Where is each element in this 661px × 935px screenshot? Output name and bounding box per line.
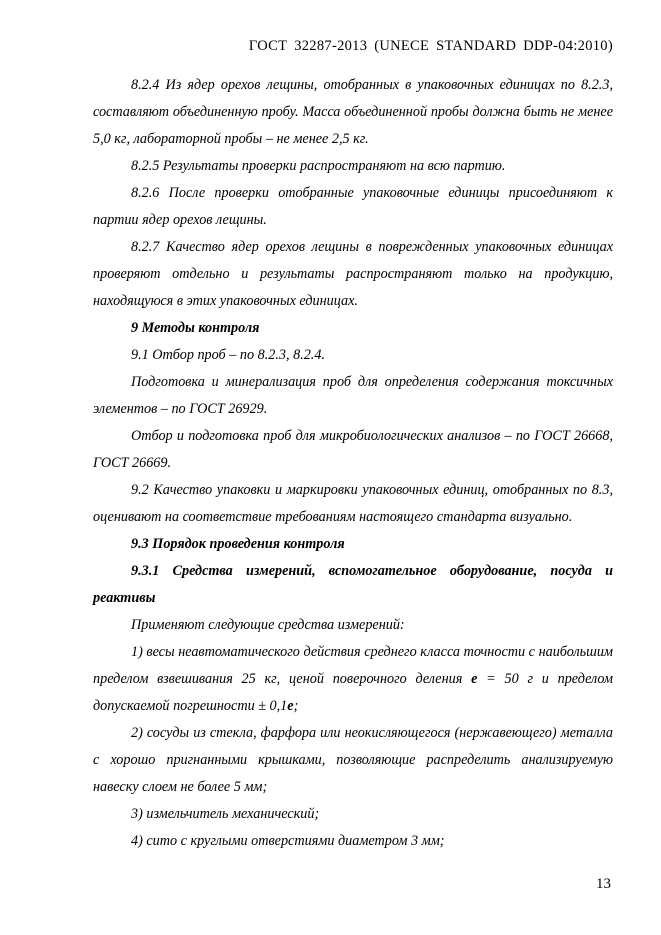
list-item-3: 3) измельчитель механический; bbox=[131, 806, 320, 822]
section-heading-9-3: 9.3 Порядок проведения контроля bbox=[131, 536, 345, 552]
section-heading-9-3-1: 9.3.1 Средства измерений, вспомогательное оборудование, посуда и реактивы bbox=[93, 563, 613, 606]
list-item-1-bold-e: е bbox=[471, 671, 478, 687]
paragraph-apply: Применяют следующие средства измерений: bbox=[131, 617, 405, 633]
list-item-1-text-before: 1) весы неавтоматического действия среднего класса точности с наибольшим пределом взвешивания 25 кг, ценой поверочного деления bbox=[93, 644, 613, 687]
list-item-4: 4) сито с круглыми отверстиями диаметром 3 мм; bbox=[131, 833, 445, 849]
section-heading-9: 9 Методы контроля bbox=[131, 320, 260, 336]
paragraph-8-2-6: 8.2.6 После проверки отобранные упаковочные единицы присоединяют к партии ядер орехов лещины. bbox=[93, 185, 613, 228]
paragraph-8-2-4: 8.2.4 Из ядер орехов лещины, отобранных в упаковочных единицах по 8.2.3, составляют объединенную пробу. Масса объединенной пробы должна быть не менее 5,0 кг, лабораторной пробы – не менее 2,5 кг. bbox=[93, 77, 613, 147]
paragraph-8-2-5: 8.2.5 Результаты проверки распространяют на всю партию. bbox=[131, 158, 506, 174]
list-item-1-text-after: ; bbox=[293, 698, 299, 714]
document-body bbox=[93, 72, 613, 855]
paragraph-toxic-prep: Подготовка и минерализация проб для определения содержания токсичных элементов – по ГОСТ 26929. bbox=[93, 374, 613, 417]
document-header: ГОСТ 32287-2013 (UNECE STANDARD DDP-04:2010) bbox=[248, 38, 613, 54]
paragraph-8-2-7: 8.2.7 Качество ядер орехов лещины в поврежденных упаковочных единицах проверяют отдельно и результаты распространяют только на продукцию, находящуюся в этих упаковочных единицах. bbox=[93, 239, 613, 309]
paragraph-micro-prep: Отбор и подготовка проб для микробиологических анализов – по ГОСТ 26668, ГОСТ 26669. bbox=[93, 428, 613, 471]
list-item-1 bbox=[93, 639, 613, 720]
paragraph-9-1: 9.1 Отбор проб – по 8.2.3, 8.2.4. bbox=[131, 347, 325, 363]
page-number: 13 bbox=[596, 876, 611, 892]
list-item-1-bold-e-2: е bbox=[287, 698, 294, 714]
list-item-1-text-middle: = 50 г и пределом допускаемой погрешности ± 0,1 bbox=[93, 671, 613, 714]
paragraph-9-2: 9.2 Качество упаковки и маркировки упаковочных единиц, отобранных по 8.3, оценивают на соответствие требованиям настоящего стандарта визуально. bbox=[93, 482, 613, 525]
list-item-2: 2) сосуды из стекла, фарфора или неокисляющегося (нержавеющего) металла с хорошо пригнанными крышками, позволяющие распределить анализируемую навеску слоем не более 5 мм; bbox=[93, 725, 613, 795]
